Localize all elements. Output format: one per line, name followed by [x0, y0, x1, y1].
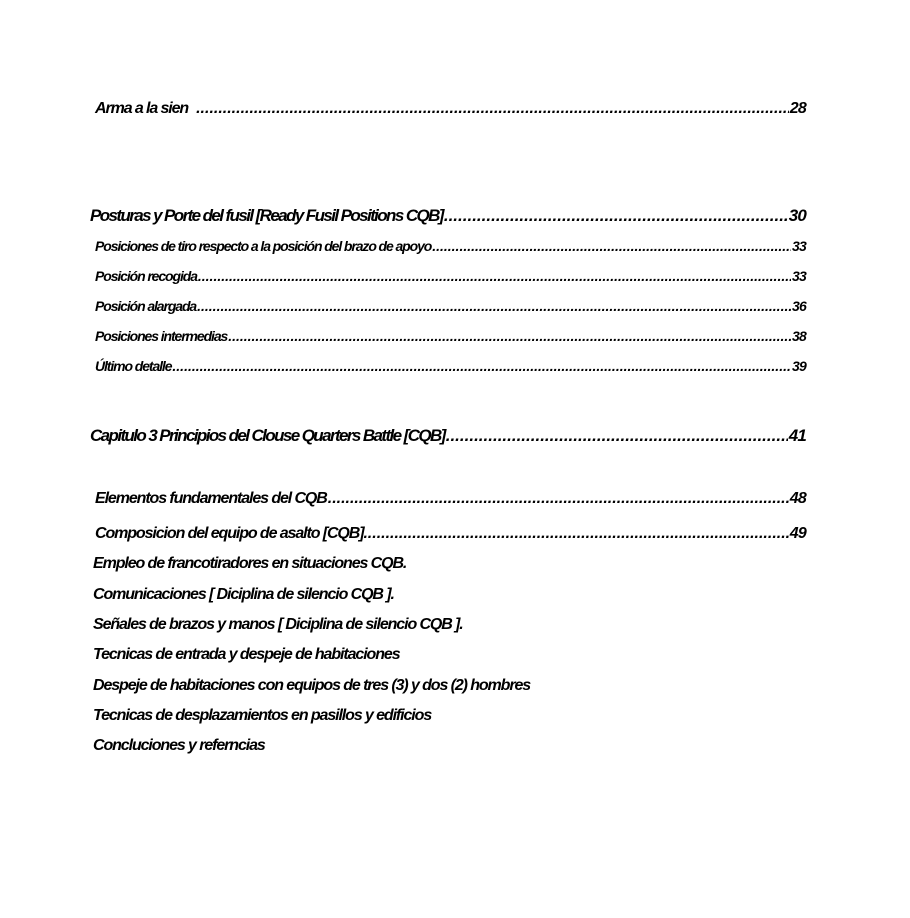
- toc-entry[interactable]: [95, 328, 806, 344]
- toc-entry-title: Composicion del equipo de asalto [CQB].: [95, 525, 367, 542]
- toc-section-page: 30: [788, 206, 806, 225]
- toc-entry[interactable]: [95, 358, 806, 374]
- toc-section-title: Posturas y Porte del fusil [Ready Fusil Positions CQB]: [90, 206, 443, 225]
- toc-entry-title: Posiciones intermedias: [95, 328, 228, 344]
- toc-entry-unnumbered[interactable]: Tecnicas de entrada y despeje de habitaciones: [93, 646, 400, 663]
- toc-entry-title: Posición recogida: [95, 268, 197, 284]
- toc-entry-unnumbered[interactable]: Comunicaciones [ Diciplina de silencio CQB ].: [93, 586, 394, 603]
- toc-entry-page: 49: [789, 525, 806, 542]
- toc-entry-unnumbered[interactable]: Despeje de habitaciones con equipos de tres (3) y dos (2) hombres: [93, 677, 531, 694]
- toc-entry[interactable]: [95, 268, 806, 284]
- toc-section-posturas[interactable]: [90, 206, 806, 226]
- toc-entry-page: 33: [792, 268, 806, 284]
- toc-entry-page: 36: [792, 298, 806, 314]
- dot-leader: [368, 525, 789, 543]
- toc-entry-arma-a-la-sien[interactable]: [95, 100, 806, 118]
- toc-entry[interactable]: [95, 525, 806, 543]
- toc-chapter-title: Capitulo 3 Principios del Clouse Quarters Battle [CQB]: [90, 426, 445, 445]
- toc-entry-title: Elementos fundamentales del CQB: [95, 490, 327, 507]
- dot-leader: [228, 328, 791, 344]
- toc-chapter-page: 41: [788, 426, 806, 445]
- toc-entry-title: Arma a la sien: [95, 100, 189, 117]
- dot-leader: [444, 206, 788, 226]
- toc-entry[interactable]: [95, 490, 806, 508]
- toc-entry-page: 48: [789, 490, 806, 507]
- toc-entry-unnumbered[interactable]: Señales de brazos y manos [ Diciplina de silencio CQB ].: [93, 616, 463, 633]
- dot-leader: [446, 426, 788, 446]
- toc-entry-unnumbered[interactable]: Empleo de francotiradores en situaciones CQB.: [93, 555, 407, 572]
- toc-entry-page: 38: [792, 328, 806, 344]
- toc-entry-unnumbered[interactable]: Concluciones y referncias: [93, 737, 265, 754]
- toc-entry-page: 39: [792, 358, 806, 374]
- dot-leader: [172, 358, 791, 374]
- toc-entry-title: Posiciones de tiro respecto a la posición del brazo de apoyo: [95, 238, 432, 254]
- dot-leader: [432, 238, 791, 254]
- toc-chapter-3[interactable]: [90, 426, 806, 446]
- dot-leader: [196, 100, 789, 118]
- toc-entry-title: Posición alargada: [95, 298, 197, 314]
- dot-leader: [198, 268, 791, 284]
- toc-entry-page: 33: [792, 238, 806, 254]
- toc-entry-title: Último detalle: [95, 358, 172, 374]
- dot-leader: [328, 490, 789, 508]
- toc-entry-page: 28: [789, 100, 806, 117]
- toc-entry[interactable]: [95, 298, 806, 314]
- toc-entry-unnumbered[interactable]: Tecnicas de desplazamientos en pasillos y edificios: [93, 707, 432, 724]
- dot-leader: [197, 298, 791, 314]
- toc-entry[interactable]: [95, 238, 806, 254]
